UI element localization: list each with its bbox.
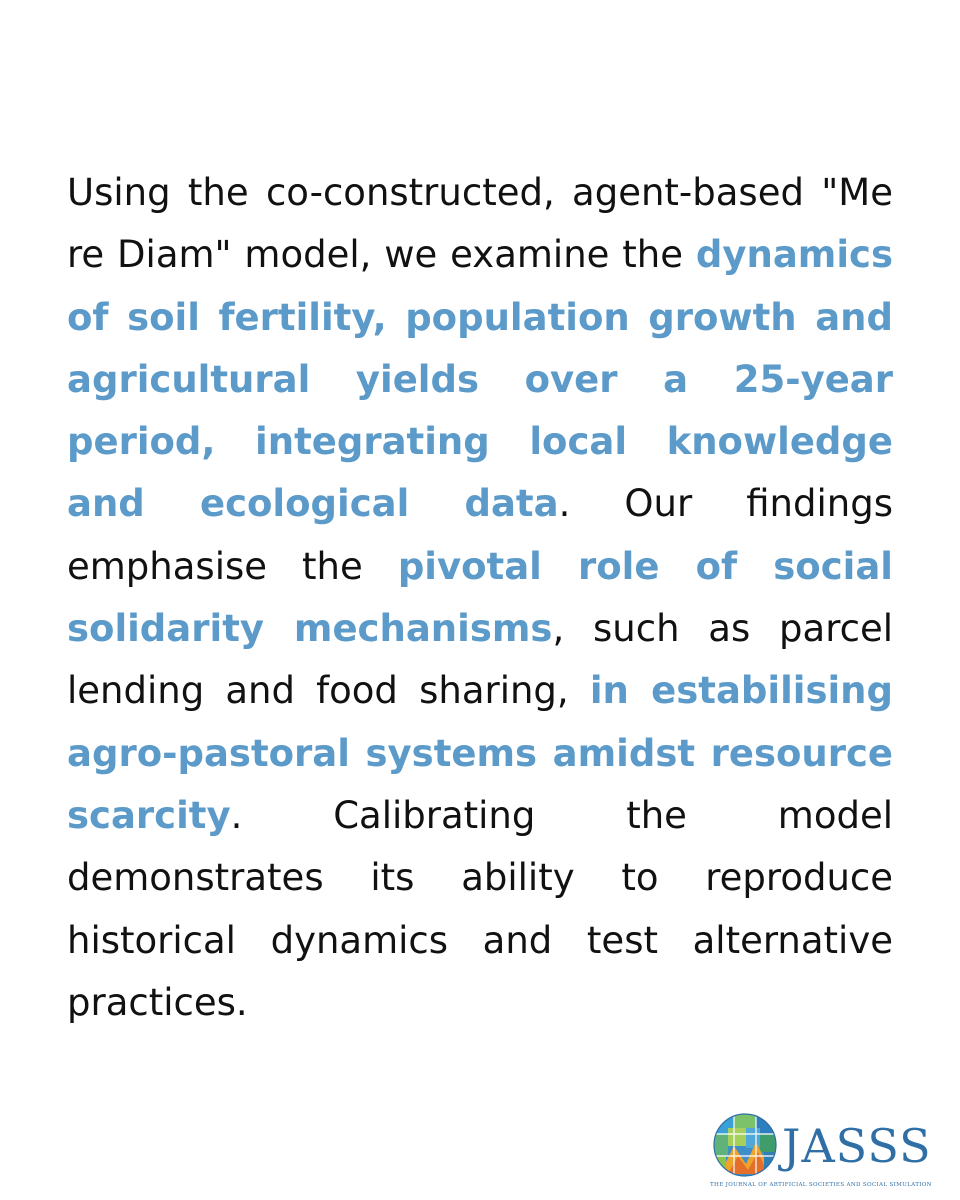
highlight-dynamics: dynamics of soil fertility, population growth and agricultural yields over a 25-year period, integrating local knowledge and ecological data <box>67 233 893 526</box>
highlight-solidarity: pivotal role of social solidarity mechanisms <box>67 544 893 651</box>
jasss-logo <box>710 1112 950 1194</box>
abstract-text <box>67 162 893 1034</box>
logo-tagline: THE JOURNAL OF ARTIFICIAL SOCIETIES AND SOCIAL SIMULATION <box>710 1182 932 1188</box>
highlight-stabilising: in estabilising agro-pastoral systems amidst resource scarcity <box>67 669 893 837</box>
logo-wordmark: JASSS <box>782 1119 932 1173</box>
abstract-text-part-1: Using the co-constructed, agent-based "Me re Diam" model, we examine the <box>67 171 893 277</box>
globe-mosaic-icon <box>712 1112 778 1178</box>
abstract-text-part-2: . Our findings emphasise the <box>67 482 893 588</box>
abstract-text-part-3: , such as parcel lending and food sharing, <box>67 607 894 713</box>
abstract-text-part-4: . Calibrating the model demonstrates its ability to reproduce historical dynamics and test alternative practices. <box>67 793 893 1024</box>
